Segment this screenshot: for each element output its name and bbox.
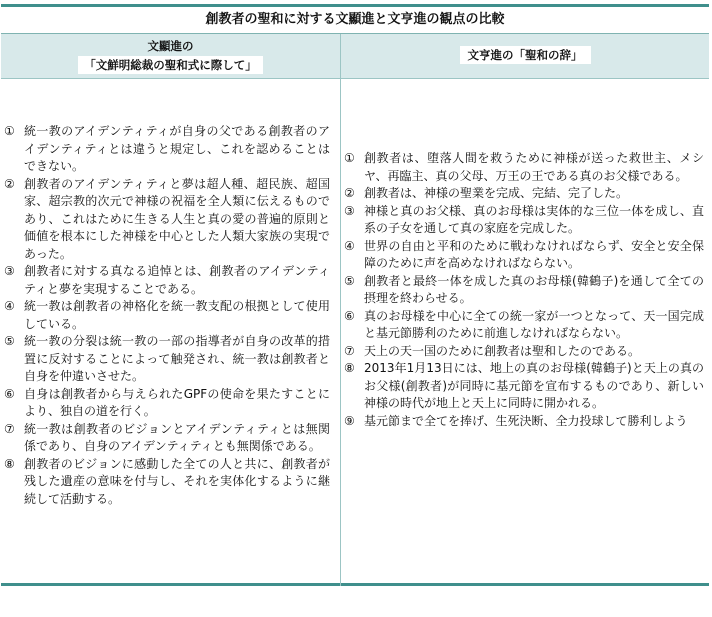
- item-number: ⑧: [4, 456, 15, 471]
- header-left-line1: 文顯進の: [147, 39, 194, 53]
- item-text: 統一教は創教者のビジョンとアイデンティティとは無関係であり、自身のアイデンティティとも無関係である。: [24, 421, 330, 453]
- item-number: ⑨: [344, 413, 355, 428]
- item-text: 創教者に対する真なる追悼とは、創教者のアイデンティティと夢を実現することである。: [24, 264, 330, 296]
- header-row: [1, 34, 709, 79]
- item-number: ③: [4, 264, 15, 278]
- item-number: ④: [344, 238, 355, 253]
- item-text: 自身は創教者から与えられたGPFの使命を果たすことにより、独自の道を行く。: [24, 386, 330, 418]
- list-item: [344, 203, 704, 238]
- list-item: [4, 123, 330, 176]
- list-item: [4, 421, 330, 456]
- item-text: 基元節まで全てを捧げ、生死決断、全力投球して勝利しよう: [364, 413, 688, 428]
- list-item: [344, 238, 704, 273]
- item-number: ⑦: [4, 421, 15, 436]
- item-number: ⑥: [344, 308, 355, 323]
- item-text: 真のお母様を中心に全ての統一家が一つとなって、天一国完成と基元節勝利のために前進しなければならない。: [364, 308, 704, 340]
- item-text: 創教者のビジョンに感動した全ての人と共に、創教者が残した遺産の意味を付与し、それを実体化するように継続して活動する。: [24, 456, 330, 506]
- item-text: 統一教は創教者の神格化を統一教支配の根拠として使用している。: [24, 299, 330, 331]
- list-item: [344, 360, 704, 413]
- item-text: 2013年1月13日には、地上の真のお母様(韓鶴子)と天上の真のお父様(創教者)が同時に基元節を宣布するものであり、新しい神様の時代が地上と天上に同時に開かれる。: [364, 361, 704, 410]
- list-item: [344, 150, 704, 185]
- item-number: ①: [344, 151, 355, 165]
- list-item: [4, 456, 330, 509]
- list-item: [4, 176, 330, 264]
- item-number: ⑤: [4, 334, 15, 348]
- list-item: [344, 185, 704, 203]
- item-text: 統一教の分裂は統一教の一部の指導者が自身の改革的措置に反対することによって触発され、統一教は創教者と自身を仲違いさせた。: [24, 334, 330, 383]
- item-number: ⑥: [4, 386, 15, 401]
- list-item: [344, 343, 704, 361]
- item-text: 創教者のアイデンティティと夢は超人種、超民族、超国家、超宗教的次元で神様の祝福を全人類に伝えるものであり、これはために生きる人生と真の愛の普遍的原則と価値を根本にした神様を中心とした人類大家族の実現であった。: [24, 176, 330, 261]
- header-left: [1, 34, 340, 78]
- item-text: 創教者は、神様の聖業を完成、完結、完了した。: [364, 186, 629, 200]
- item-number: ③: [344, 203, 355, 218]
- item-number: ⑦: [344, 343, 355, 358]
- list-item: [344, 273, 704, 308]
- list-item: [4, 386, 330, 421]
- list-item: [4, 298, 330, 333]
- header-left-line2: 「文鮮明総裁の聖和式に際して」: [78, 56, 263, 74]
- list-item: [344, 308, 704, 343]
- right-column: [344, 150, 704, 430]
- header-right-label: 文亨進の「聖和の辞」: [460, 46, 591, 64]
- item-number: ②: [344, 186, 355, 200]
- item-number: ⑤: [344, 273, 355, 288]
- item-text: 創教者と最終一体を成した真のお母様(韓鶴子)を通して全ての摂理を終わらせる。: [364, 273, 704, 305]
- item-text: 統一教のアイデンティティが自身の父である創教者のアイデンティティとは違うと規定し、これを認めることはできない。: [24, 124, 330, 173]
- table-title: 創教者の聖和に対する文顯進と文亨進の観点の比較: [1, 7, 709, 34]
- item-text: 世界の自由と平和のために戦わなければならず、安全と安全保障のために声を高めなければならない。: [364, 238, 704, 270]
- item-text: 創教者は、堕落人間を救うために神様が送った救世主、メシヤ、再臨主、真の父母、万王の王である真のお父様である。: [364, 151, 704, 183]
- header-right: [341, 34, 709, 78]
- item-number: ④: [4, 299, 15, 313]
- list-item: [4, 333, 330, 386]
- list-item: [344, 413, 704, 431]
- column-divider: [340, 34, 341, 586]
- list-item: [4, 263, 330, 298]
- item-number: ②: [4, 176, 15, 191]
- item-text: 天上の天一国のために創教者は聖和したのである。: [364, 343, 641, 358]
- item-text: 神様と真のお父様、真のお母様は実体的な三位一体を成し、直系の子女を通して真の家庭を完成した。: [364, 203, 704, 235]
- item-number: ⑧: [344, 361, 355, 375]
- left-column: [4, 123, 330, 508]
- item-number: ①: [4, 124, 15, 138]
